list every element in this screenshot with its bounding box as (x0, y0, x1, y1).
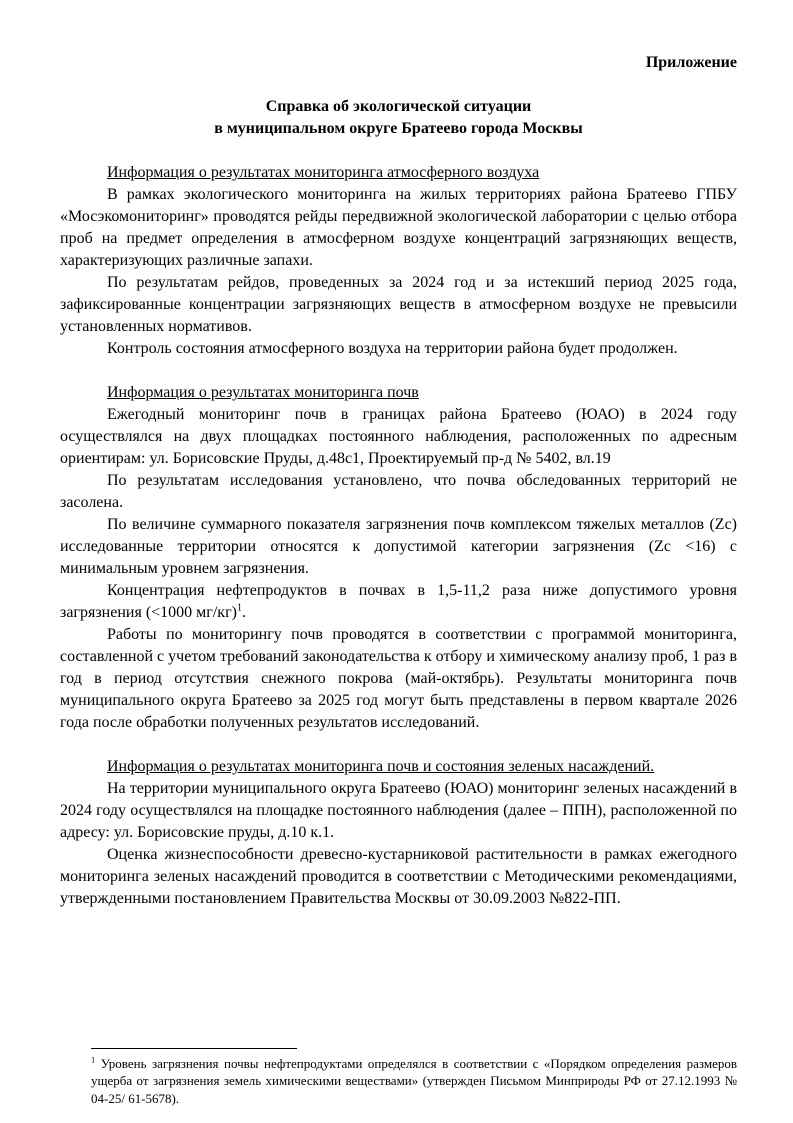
document-title-line1: Справка об экологической ситуации (265, 98, 532, 115)
footnote-separator (91, 1048, 297, 1049)
paragraph-soil-4 (60, 580, 737, 624)
footnote-body: Уровень загрязнения почвы нефтепродуктами определялся в соответствии с «Порядком определения размеров ущерба от загрязнения земель химическими веществами» (утвержден Письмом Минприроды РФ от 27.12.1993 № 04-25/ 61-5678). (91, 1055, 737, 1106)
section-air-heading (60, 162, 737, 184)
footnote-text (91, 1055, 737, 1108)
paragraph-soil-5: Работы по мониторингу почв проводятся в соответствии с программой мониторинга, составленной с учетом требований законодательства к отбору и химическому анализу проб, 1 раз в год в период отсутствия снежного покрова (май-октябрь). Результаты мониторинга почв муниципального округа Братеево за 2025 год могут быть представлены в первом квартале 2026 года после обработки полученных результатов исследований. (60, 626, 737, 731)
footnote-marker: 1 (91, 1054, 96, 1065)
footnote-reference-1: 1 (236, 602, 242, 614)
paragraph-soil-2: По результатам исследования установлено, что почва обследованных территорий не засолена. (60, 472, 737, 511)
section-air-heading-text: Информация о результатах мониторинга атмосферного воздуха (107, 164, 540, 181)
paragraph-soil-4-text: Концентрация нефтепродуктов в почвах в 1,5-11,2 раза ниже допустимого уровня загрязнения (<1000 мг/кг) (60, 582, 737, 621)
paragraph-air-3: Контроль состояния атмосферного воздуха на территории района будет продолжен. (107, 340, 678, 357)
document-title (60, 96, 737, 140)
document-title-line2: в муниципальном округе Братеево города Москвы (214, 120, 583, 137)
paragraph-soil-1: Ежегодный мониторинг почв в границах района Братеево (ЮАО) в 2024 году осуществлялся на двух площадках постоянного наблюдения, расположенных по адресным ориентирам: ул. Борисовские Пруды, д.48с1, Проектируемый пр-д № 5402, вл.19 (60, 406, 737, 467)
section-soil-heading (60, 382, 737, 404)
section-green-heading (60, 756, 737, 778)
paragraph-air-2: По результатам рейдов, проведенных за 2024 год и за истекший период 2025 года, зафиксированные концентрации загрязняющих веществ в атмосферном воздухе не превысили установленных нормативов. (60, 274, 737, 335)
footnote-block (91, 1048, 737, 1108)
paragraph-soil-3: По величине суммарного показателя загрязнения почв комплексом тяжелых металлов (Zc) исследованные территории относятся к допустимой категории загрязнения (Zc <16) с минимальным уровнем загрязнения. (60, 516, 737, 577)
paragraph-green-2: Оценка жизнеспособности древесно-кустарниковой растительности в рамках ежегодного мониторинга зеленых насаждений проводится в соответствии с Методическими рекомендациями, утвержденными постановлением Правительства Москвы от 30.09.2003 №822-ПП. (60, 846, 737, 907)
paragraph-soil-4-after: . (241, 604, 246, 621)
paragraph-air-1: В рамках экологического мониторинга на жилых территориях района Братеево ГПБУ «Мосэкомониторинг» проводятся рейды передвижной экологической лаборатории с целью отбора проб на предмет определения в атмосферном воздухе концентраций загрязняющих веществ, характеризующих различные запахи. (60, 186, 737, 269)
annex-label: Приложение (645, 54, 737, 71)
section-soil-heading-text: Информация о результатах мониторинга почв (107, 384, 419, 401)
section-green-heading-text: Информация о результатах мониторинга почв и состояния зеленых насаждений. (107, 758, 655, 775)
paragraph-green-1: На территории муниципального округа Братеево (ЮАО) мониторинг зеленых насаждений в 2024 году осуществлялся на площадке постоянного наблюдения (далее – ППН), расположенной по адресу: ул. Борисовские пруды, д.10 к.1. (60, 780, 737, 841)
